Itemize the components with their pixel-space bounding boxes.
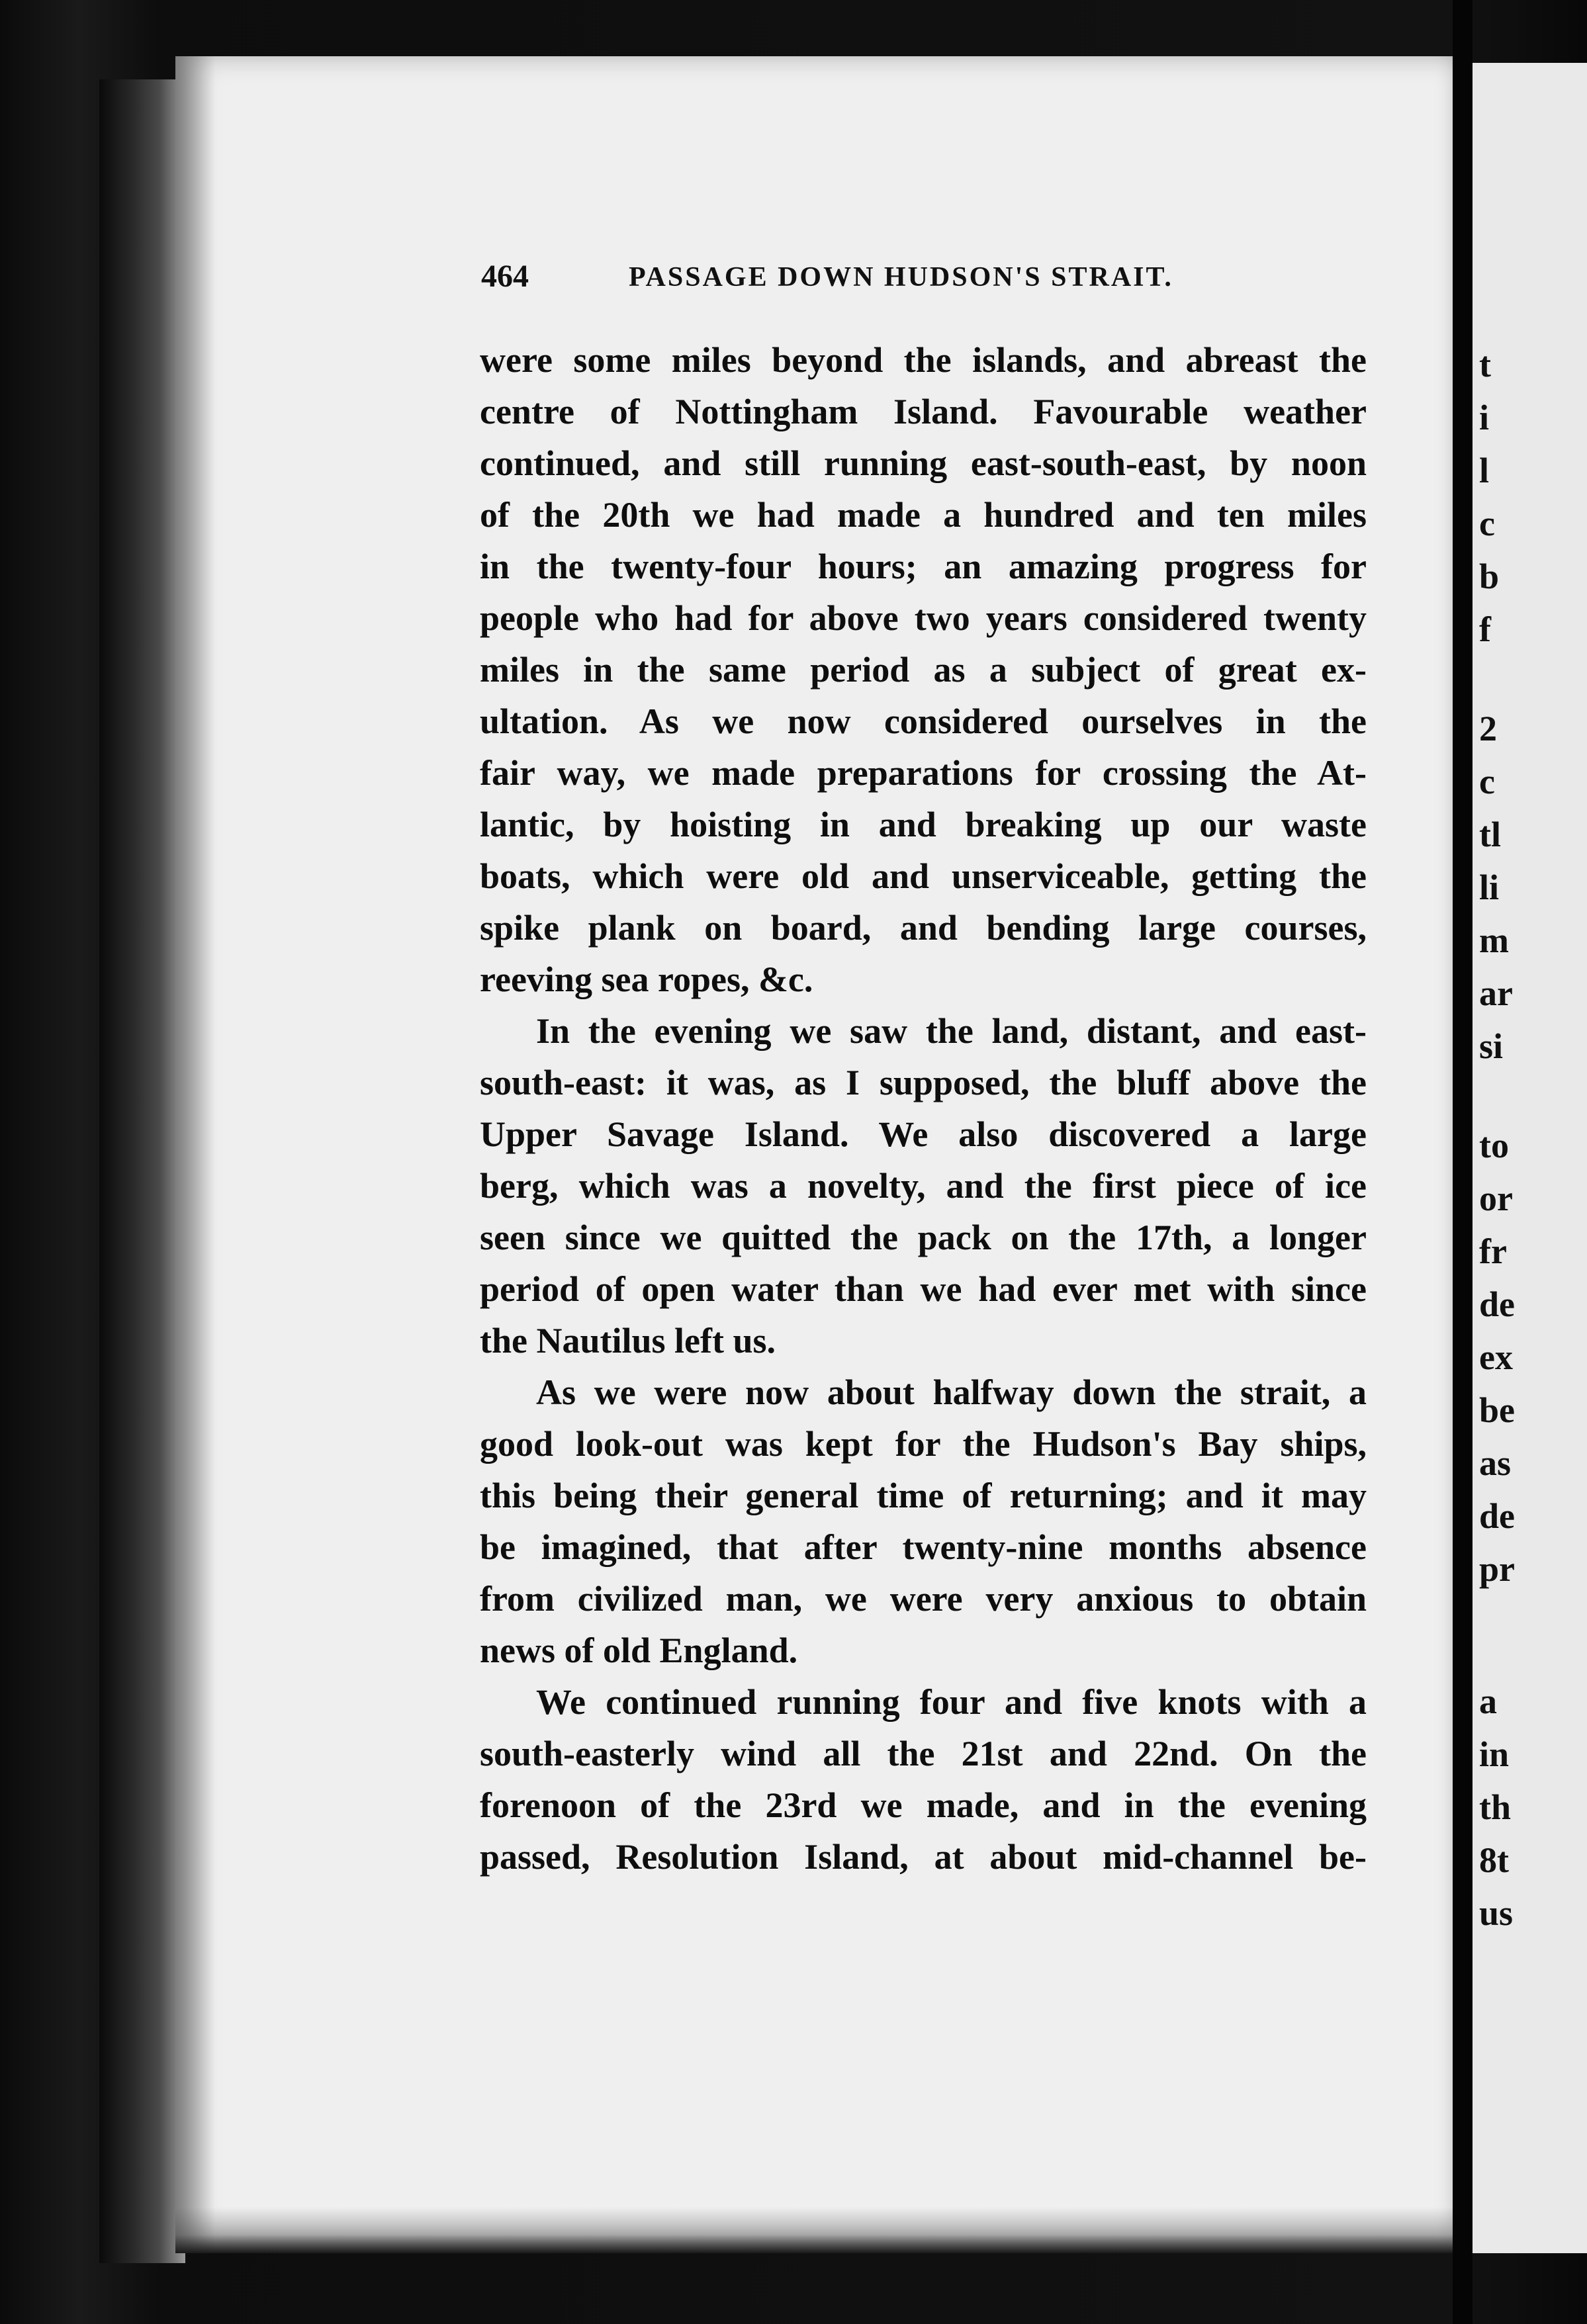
text-line: of the 20th we had made a hundred and ten miles: [480, 495, 1367, 535]
facing-page-fragment: be: [1479, 1390, 1515, 1430]
facing-page-fragment: li: [1479, 868, 1500, 907]
facing-page-gutter: [1453, 0, 1473, 2324]
text-line: In the evening we saw the land, distant, and east-: [536, 1011, 1367, 1051]
facing-page-fragment: in: [1479, 1734, 1510, 1774]
text-line: spike plank on board, and bending large courses,: [480, 908, 1367, 948]
facing-page-fragment: ar: [1479, 973, 1513, 1013]
facing-page-fragment: c: [1479, 762, 1495, 801]
page-bottom-edge: [175, 2207, 1453, 2253]
facing-page-fragment: i: [1479, 398, 1490, 437]
facing-page-fragment: 2: [1479, 709, 1497, 748]
text-line: period of open water than we had ever met with since: [480, 1269, 1367, 1309]
facing-page-fragment: us: [1479, 1893, 1514, 1933]
facing-page-fragment: de: [1479, 1284, 1515, 1324]
text-line: seen since we quitted the pack on the 17th, a longer: [480, 1218, 1367, 1257]
text-line: lantic, by hoisting in and breaking up our waste: [480, 805, 1367, 844]
text-line: in the twenty-four hours; an amazing progress for: [480, 547, 1367, 586]
facing-page-fragment: m: [1479, 920, 1509, 960]
text-line: people who had for above two years considered twenty: [480, 598, 1367, 638]
text-line: As we were now about halfway down the strait, a: [536, 1372, 1367, 1412]
text-line: fair way, we made preparations for crossing the At-: [480, 753, 1367, 793]
facing-page-fragment: b: [1479, 557, 1500, 596]
facing-page-fragment: tl: [1479, 815, 1501, 854]
text-line: centre of Nottingham Island. Favourable weather: [480, 392, 1367, 431]
text-line: south-easterly wind all the 21st and 22nd. On the: [480, 1734, 1367, 1773]
text-line: news of old England.: [480, 1631, 798, 1670]
text-line: this being their general time of returning; and it may: [480, 1476, 1367, 1515]
text-line: Upper Savage Island. We also discovered a large: [480, 1114, 1367, 1154]
facing-page-fragment: as: [1479, 1443, 1512, 1483]
facing-page-fragment: a: [1479, 1681, 1497, 1721]
text-line: reeving sea ropes, &c.: [480, 960, 813, 999]
text-line: ultation. As we now considered ourselves in the: [480, 701, 1367, 741]
page-gutter-shadow: [175, 56, 215, 2253]
text-line: good look-out was kept for the Hudson's Bay ships,: [480, 1424, 1367, 1464]
facing-page-fragment: l: [1479, 451, 1490, 490]
facing-page: [1473, 63, 1587, 2253]
facing-page-fragment: t: [1479, 345, 1491, 384]
text-line: continued, and still running east-south-east, by noon: [480, 443, 1367, 483]
facing-page-fragment: 8t: [1479, 1840, 1509, 1880]
facing-page-fragment: si: [1479, 1026, 1504, 1066]
text-line: be imagined, that after twenty-nine months absence: [480, 1527, 1367, 1567]
text-line: We continued running four and five knots with a: [536, 1682, 1367, 1722]
text-line: the Nautilus left us.: [480, 1321, 776, 1361]
facing-page-fragment: fr: [1479, 1231, 1507, 1271]
facing-page-fragment: c: [1479, 504, 1495, 543]
text-line: berg, which was a novelty, and the first piece of ice: [480, 1166, 1367, 1206]
text-line: from civilized man, we were very anxious to obtain: [480, 1579, 1367, 1619]
facing-page-fragment: to: [1479, 1126, 1509, 1165]
text-line: passed, Resolution Island, at about mid-channel be-: [480, 1837, 1367, 1877]
facing-page-fragment: or: [1479, 1179, 1513, 1218]
page-number: 464: [481, 259, 529, 294]
facing-page-fragment: de: [1479, 1496, 1515, 1536]
text-line: south-east: it was, as I supposed, the bluff above the: [480, 1063, 1367, 1102]
running-title: PASSAGE DOWN HUDSON'S STRAIT.: [629, 262, 1173, 292]
text-line: were some miles beyond the islands, and abreast the: [480, 340, 1367, 380]
facing-page-fragment: f: [1479, 609, 1491, 649]
text-line: forenoon of the 23rd we made, and in the evening: [480, 1785, 1367, 1825]
text-line: miles in the same period as a subject of great ex-: [480, 650, 1367, 690]
facing-page-fragment: pr: [1479, 1549, 1515, 1589]
body-text: [480, 334, 1367, 1883]
facing-page-fragment: ex: [1479, 1337, 1513, 1377]
book-binding-edge: [99, 79, 185, 2263]
text-line: boats, which were old and unserviceable, getting the: [480, 856, 1367, 896]
facing-page-fragment: th: [1479, 1787, 1512, 1827]
